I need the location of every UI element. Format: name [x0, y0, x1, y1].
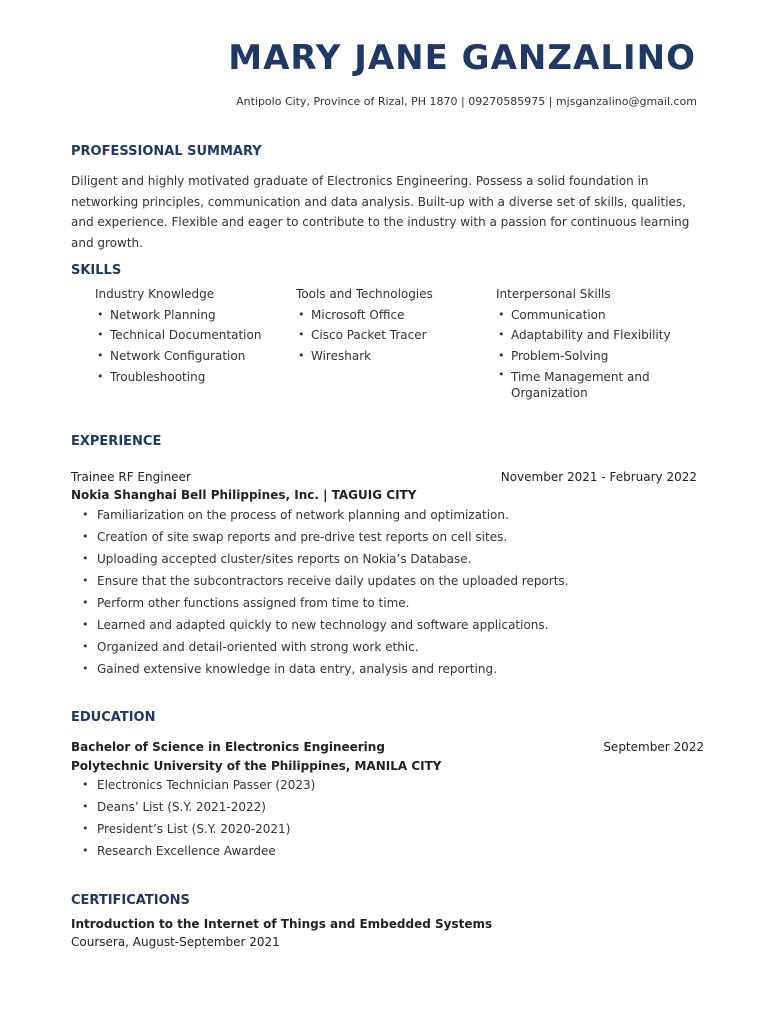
- list-item: • Deans’ List (S.Y. 2021-2022): [71, 796, 701, 818]
- skills-list: [95, 305, 285, 388]
- skill-item: • Microsoft Office: [296, 305, 486, 326]
- skill-item: • Network Configuration: [95, 346, 285, 367]
- list-item: • Electronics Technician Passer (2023): [71, 774, 701, 796]
- skills-column-heading: Industry Knowledge: [95, 287, 215, 301]
- certifications-heading: CERTIFICATIONS: [71, 893, 190, 908]
- job-company: Nokia Shanghai Bell Philippines, Inc. | TAGUIG CITY: [71, 488, 417, 502]
- skill-item: • Cisco Packet Tracer: [296, 325, 486, 346]
- experience-heading: EXPERIENCE: [71, 434, 162, 449]
- degree-title: Bachelor of Science in Electronics Engineering: [71, 740, 385, 754]
- skill-item: • Adaptability and Flexibility: [496, 325, 671, 346]
- list-item: • Gained extensive knowledge in data entry, analysis and reporting.: [71, 658, 701, 680]
- candidate-name: MARY JANE GANZALINO: [228, 38, 696, 78]
- list-item: • President’s List (S.Y. 2020-2021): [71, 818, 701, 840]
- certification-provider: Coursera, August-September 2021: [71, 935, 280, 949]
- list-item: • Research Excellence Awardee: [71, 840, 701, 862]
- summary-text: Diligent and highly motivated graduate of Electronics Engineering. Possess a solid foundation in networking principles, communication and data analysis. Built-up with a diverse set of skills, qualities, and experience. Flexible and eager to contribute to the industry with a passion for continuous learning and growth.: [71, 174, 690, 250]
- skills-column-heading: Tools and Technologies: [296, 287, 433, 301]
- job-title: Trainee RF Engineer: [71, 470, 191, 484]
- certification-title: Introduction to the Internet of Things and Embedded Systems: [71, 917, 493, 931]
- list-item: • Familiarization on the process of network planning and optimization.: [71, 504, 701, 526]
- education-heading: EDUCATION: [71, 710, 156, 725]
- skill-item: • Problem-Solving: [496, 346, 671, 367]
- skills-column-tools: [296, 284, 486, 367]
- skills-column-industry: [95, 284, 285, 388]
- list-item: • Uploading accepted cluster/sites reports on Nokia’s Database.: [71, 548, 701, 570]
- skill-item: • Wireshark: [296, 346, 486, 367]
- skills-list: [296, 305, 486, 367]
- graduation-date: September 2022: [603, 740, 704, 754]
- skill-item: • Technical Documentation: [95, 325, 285, 346]
- skills-column-interpersonal: [496, 284, 671, 403]
- list-item: • Organized and detail-oriented with strong work ethic.: [71, 636, 701, 658]
- list-item: • Learned and adapted quickly to new technology and software applications.: [71, 614, 701, 636]
- list-item: • Creation of site swap reports and pre-drive test reports on cell sites.: [71, 526, 701, 548]
- experience-bullets: [71, 504, 701, 680]
- skill-item: • Time Management and Organization: [496, 367, 671, 403]
- skill-item: • Network Planning: [95, 305, 285, 326]
- education-bullets: [71, 774, 701, 862]
- skill-item: • Communication: [496, 305, 671, 326]
- job-dates: November 2021 - February 2022: [500, 470, 697, 484]
- skills-heading: SKILLS: [71, 263, 122, 278]
- skill-item: • Troubleshooting: [95, 367, 285, 388]
- list-item: • Ensure that the subcontractors receive daily updates on the uploaded reports.: [71, 570, 701, 592]
- summary-heading: PROFESSIONAL SUMMARY: [71, 144, 262, 159]
- school-name: Polytechnic University of the Philippines, MANILA CITY: [71, 759, 442, 773]
- skills-list: [496, 305, 671, 403]
- skills-column-heading: Interpersonal Skills: [496, 287, 611, 301]
- contact-info: Antipolo City, Province of Rizal, PH 1870 | 09270585975 | mjsganzalino@gmail.com: [236, 95, 697, 108]
- list-item: • Perform other functions assigned from time to time.: [71, 592, 701, 614]
